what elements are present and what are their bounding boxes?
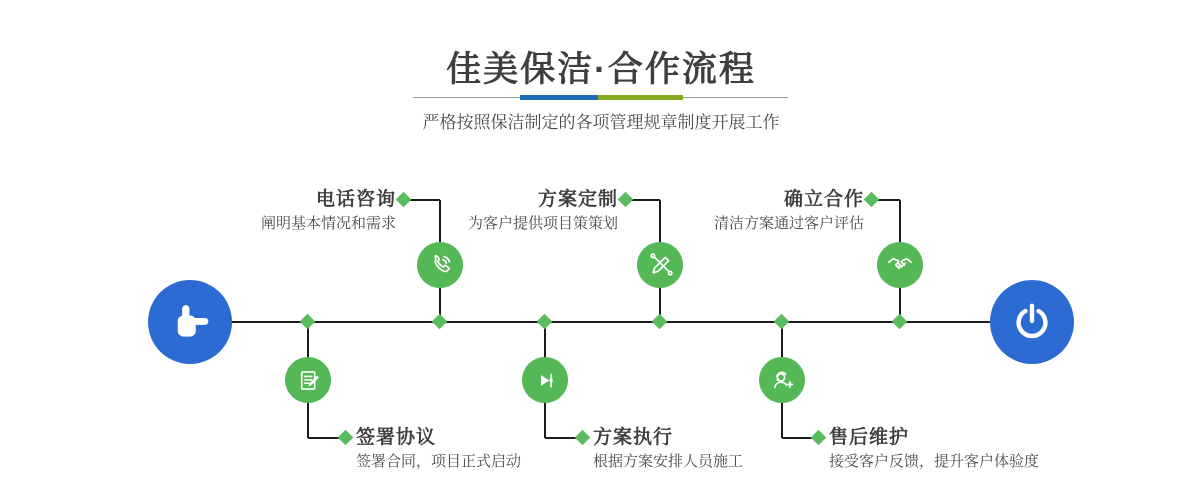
step-title: 方案执行 [593,427,674,448]
step-circle-sign-agreement [285,357,331,403]
step-desc: 签署合同，项目正式启动 [356,453,522,470]
timeline-main-line [232,321,990,323]
customer-service-icon [768,366,796,394]
step-title: 签署协议 [356,427,437,448]
step-label-after-sales [829,426,1109,472]
step-circle-execute-plan [522,357,568,403]
power-icon [1010,300,1054,344]
step-title: 电话咨询 [315,189,396,210]
timeline-node-diamond [300,314,316,330]
step-label-phone-consult [146,188,396,234]
step-desc: 根据方案安排人员施工 [593,453,744,470]
step-title: 确立合作 [783,189,864,210]
design-tools-icon [647,252,674,279]
timeline-node-diamond [892,314,908,330]
timeline-node-diamond [432,314,448,330]
divider-green-segment [598,95,683,100]
sign-contract-icon [295,367,322,394]
step-label-establish-coop [614,188,864,234]
step-title: 方案定制 [537,189,618,210]
phone-call-icon [427,252,454,279]
label-diamond [864,192,880,208]
step-circle-after-sales [759,357,805,403]
timeline-end-node [990,280,1074,364]
label-diamond [338,430,354,446]
step-desc: 阐明基本情况和需求 [260,215,396,232]
timeline-node-diamond [774,314,790,330]
timeline-start-node [148,280,232,364]
step-desc: 清洁方案通过客户评估 [713,215,864,232]
hand-point-right-icon [167,299,213,345]
page-subtitle: 严格按照保洁制定的各项管理规章制度开展工作 [422,113,780,132]
handshake-icon [886,251,914,279]
step-circle-plan-custom [637,242,683,288]
timeline-node-diamond [652,314,668,330]
execute-plan-icon [532,367,559,394]
step-circle-phone-consult [417,242,463,288]
step-desc: 为客户提供项目策策划 [467,215,618,232]
page-title: 佳美保洁·合作流程 [446,50,756,89]
divider-blue-segment [520,95,598,100]
step-title: 售后维护 [829,427,910,448]
step-circle-establish-coop [877,242,923,288]
step-desc: 接受客户反馈，提升客户体验度 [829,453,1040,470]
timeline-node-diamond [537,314,553,330]
